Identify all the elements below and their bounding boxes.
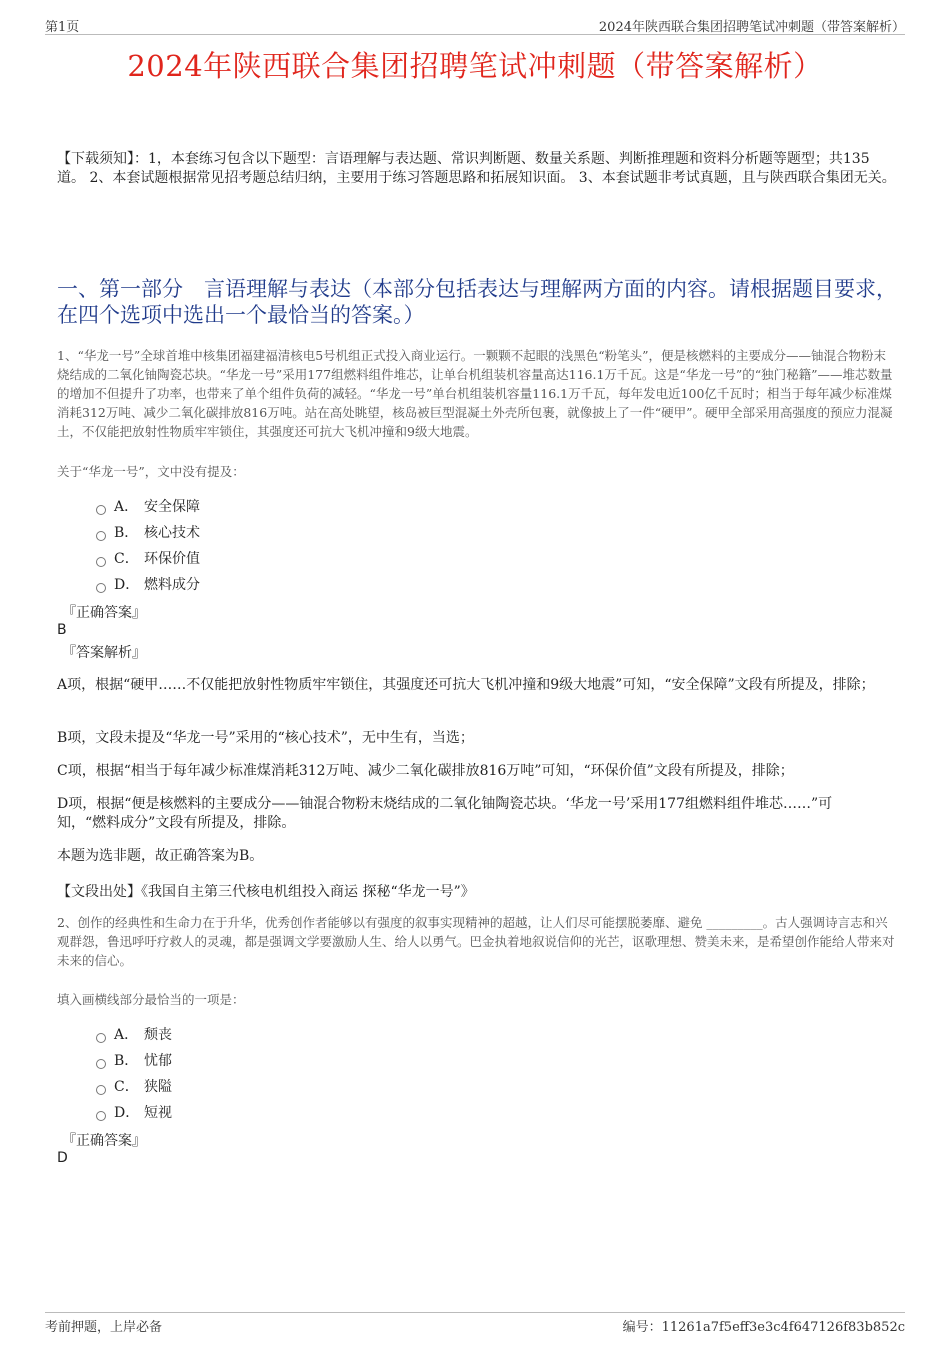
radio-icon[interactable] <box>96 1085 106 1095</box>
radio-icon[interactable] <box>96 531 106 541</box>
question-1-body: 1、“华龙一号”全球首堆中核集团福建福清核电5号机组正式投入商业运行。一颗颗不起眼的浅黑色“粉笔头”，便是核燃料的主要成分——铀混合物粉末烧结成的二氧化铀陶瓷芯块。“华龙一号”采用177组燃料组件堆芯，让单台机组装机容量高达116.1万千瓦。这是“华龙一号”的“独门秘籍”——堆芯数量的增加不但提升了功率，也带来了单个组件负荷的减轻。“华龙一号”单台机组装机容量116.1万千瓦，每年发电近100亿千瓦时；相当于每年减少标准煤消耗312万吨、减少二氧化碳排放816万吨。站在高处眺望，核岛被巨型混凝土外壳所包裹，就像披上了一件“硬甲”。硬甲全部采用高强度的预应力混凝土，不仅能把放射性物质牢牢锁住，其强度还可抗大飞机冲撞和9级大地震。 <box>57 348 893 439</box>
header-doc-title: 2024年陕西联合集团招聘笔试冲刺题（带答案解析） <box>598 20 905 35</box>
radio-icon[interactable] <box>96 583 106 593</box>
analysis-conclusion: 本题为选非题，故正确答案为B。 <box>57 848 264 864</box>
question-1-prompt: 关于“华龙一号”，文中没有提及： <box>57 464 245 479</box>
option-a[interactable]: A． 颓丧 <box>96 1021 172 1047</box>
document-title: 2024年陕西联合集团招聘笔试冲刺题（带答案解析） <box>127 49 823 83</box>
radio-icon[interactable] <box>96 557 106 567</box>
question-2-options <box>96 1021 172 1125</box>
option-b[interactable]: B． 核心技术 <box>96 519 200 545</box>
download-notice: 【下载须知】：1，本套练习包含以下题型：言语理解与表达题、常识判断题、数量关系题、判断推理题和资料分析题等题型；共135道。 2、本套试题根据常见招考题总结归纳，主要用于练习答题思路和拓展知识面。 3、本套试题非考试真题，且与陕西联合集团无关。 <box>57 151 896 186</box>
section-heading: 一、第一部分 言语理解与表达（本部分包括表达与理解两方面的内容。请根据题目要求，在四个选项中选出一个最恰当的答案。） <box>57 277 897 327</box>
page-footer <box>45 1312 905 1335</box>
option-b[interactable]: B． 忧郁 <box>96 1047 172 1073</box>
option-d[interactable]: D． 燃料成分 <box>96 571 200 597</box>
option-d[interactable]: D． 短视 <box>96 1099 172 1125</box>
page-number: 第1页 <box>45 20 80 35</box>
question-1-answer-label: 『正确答案』 <box>62 605 146 621</box>
question-2-answer: D <box>57 1150 68 1166</box>
question-1-analysis-label: 『答案解析』 <box>62 645 146 661</box>
analysis-a: A项，根据“硬甲……不仅能把放射性物质牢牢锁住，其强度还可抗大飞机冲撞和9级大地震”可知，“安全保障”文段有所提及，排除； <box>57 677 875 693</box>
analysis-b: B项，文段未提及“华龙一号”采用的“核心技术”，无中生有，当选； <box>57 730 474 746</box>
option-c[interactable]: C． 环保价值 <box>96 545 200 571</box>
question-2-answer-label: 『正确答案』 <box>62 1133 146 1149</box>
radio-icon[interactable] <box>96 1033 106 1043</box>
radio-icon[interactable] <box>96 1059 106 1069</box>
option-c[interactable]: C． 狭隘 <box>96 1073 172 1099</box>
question-2-prompt: 填入画横线部分最恰当的一项是： <box>57 992 245 1007</box>
analysis-d: D项，根据“便是核燃料的主要成分——铀混合物粉末烧结成的二氧化铀陶瓷芯块。‘华龙一号’采用177组燃料组件堆芯……”可知，“燃料成分”文段有所提及，排除。 <box>57 796 833 831</box>
question-1-source: 【文段出处】《我国自主第三代核电机组投入商运 探秘“华龙一号”》 <box>57 884 475 900</box>
question-1-answer: B <box>57 622 67 638</box>
analysis-c: C项，根据“相当于每年减少标准煤消耗312万吨、减少二氧化碳排放816万吨”可知，“环保价值”文段有所提及，排除； <box>57 763 794 779</box>
footer-serial: 编号：11261a7f5eff3e3c4f647126f83b852c <box>622 1320 905 1335</box>
footer-slogan: 考前押题，上岸必备 <box>45 1320 163 1335</box>
radio-icon[interactable] <box>96 505 106 515</box>
radio-icon[interactable] <box>96 1111 106 1121</box>
question-2-body: 2、创作的经典性和生命力在于升华，优秀创作者能够以有强度的叙事实现精神的超越，让人们尽可能摆脱萎靡、避免 _________。古人强调诗言志和兴观群怨，鲁迅呼吁疗救人的灵魂，都是强调文学要激励人生、给人以勇气。巴金执着地叙说信仰的光芒，讴歌理想、赞美未来，是希望创作能给人带来对未来的信心。 <box>57 915 895 968</box>
page-header <box>45 14 905 35</box>
option-a[interactable]: A． 安全保障 <box>96 493 200 519</box>
question-1-options <box>96 493 200 597</box>
